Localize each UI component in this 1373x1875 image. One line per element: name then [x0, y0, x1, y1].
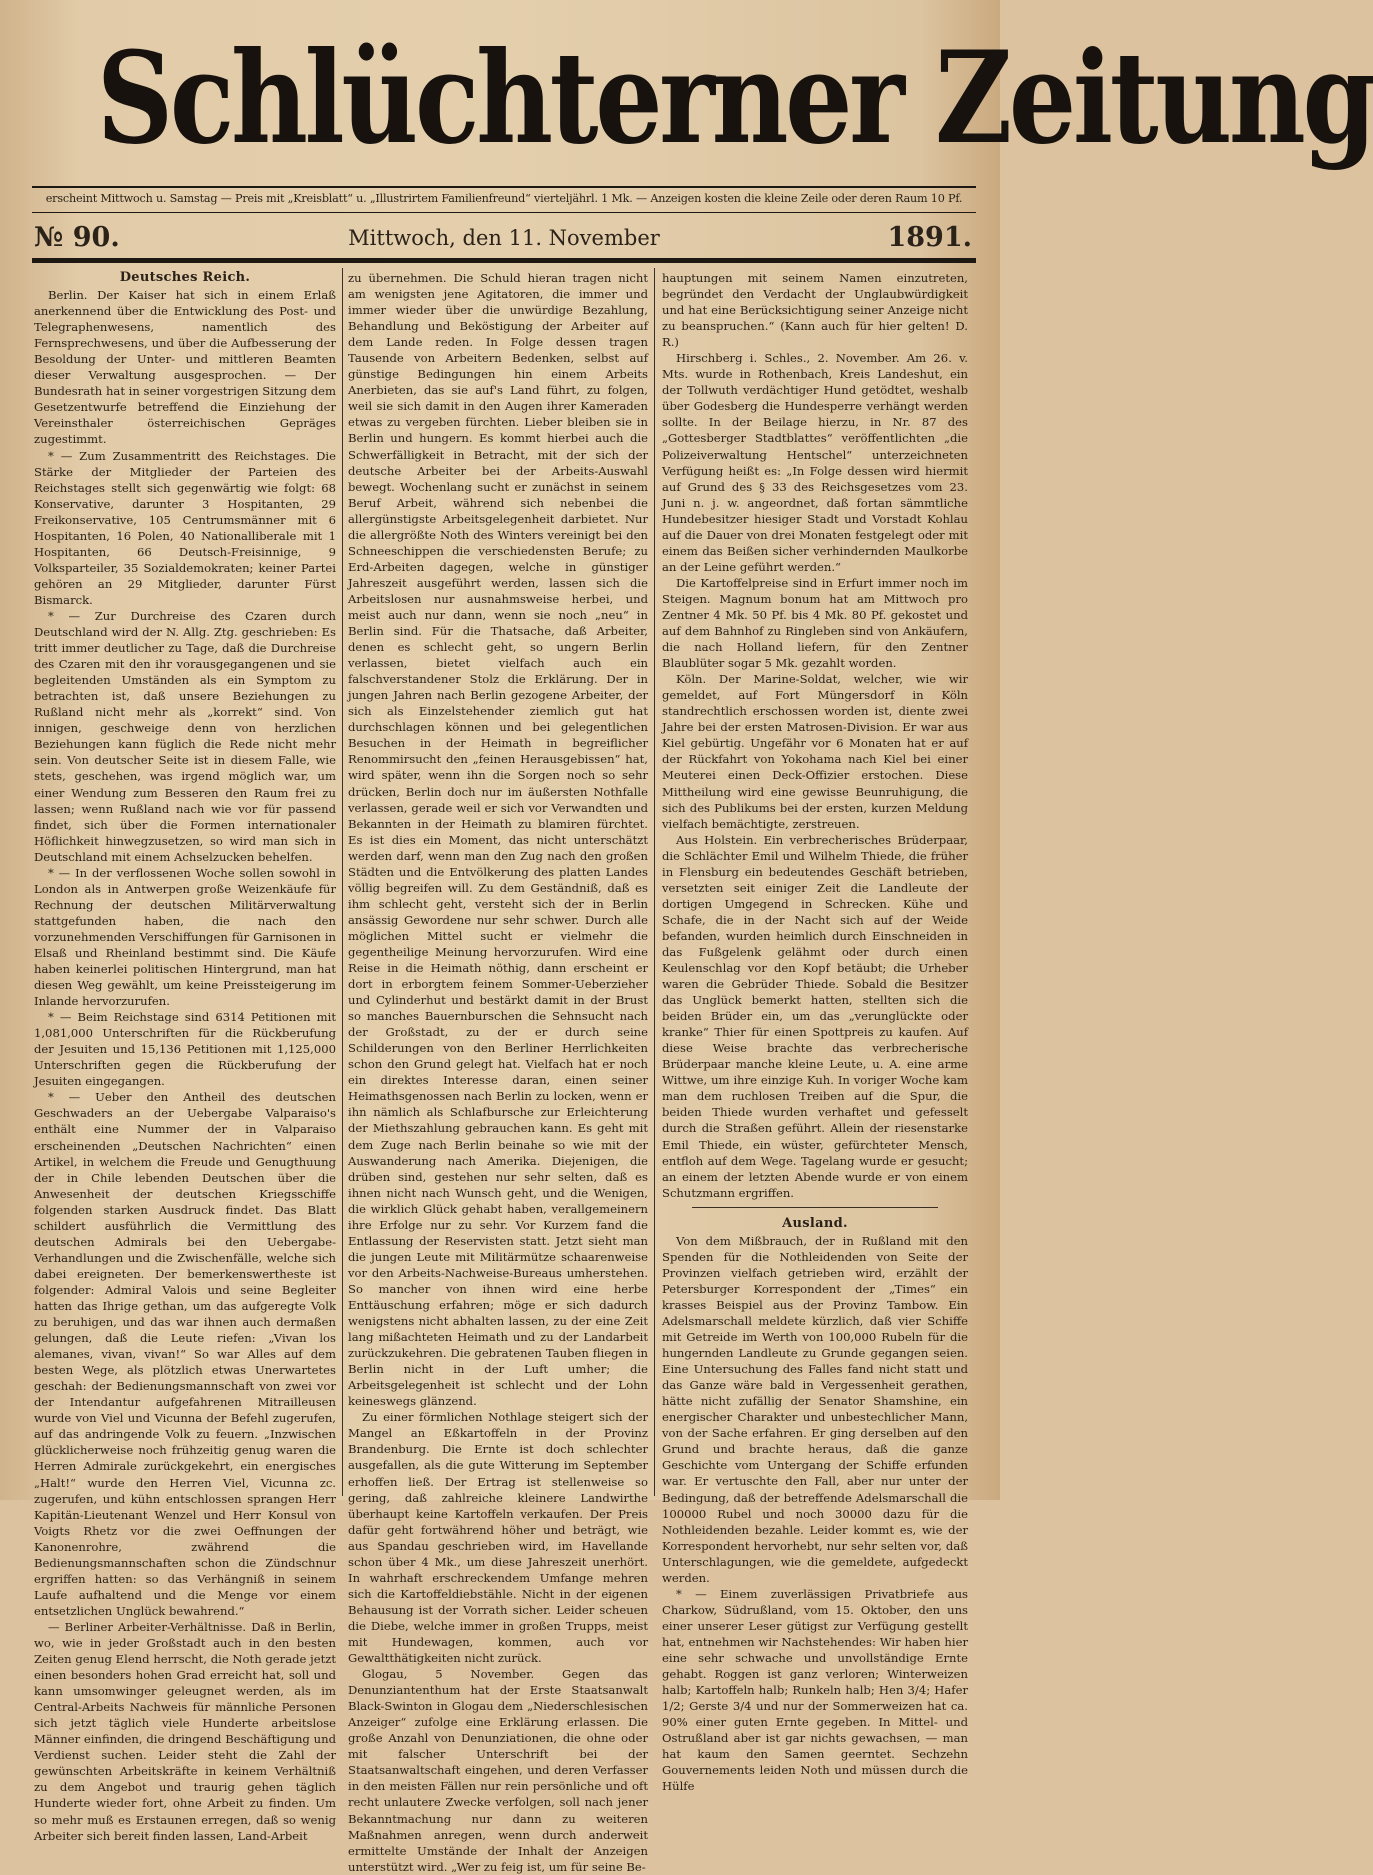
column-1	[34, 270, 336, 1843]
article-paragraph: Von dem Mißbrauch, der in Rußland mit den Spenden für die Nothleidenden von Seite der Provinzen vielfach getrieben wird, erzählt der Petersburger Korrespondent der „Times“ ein krasses Beispiel aus der Provinz Tambow. Ein Adelsmarschall meldete kürzlich, daß vier Schiffe mit Getreide im Werth von 100,000 Rubeln für die hungernden Landleute zu Grunde gegangen seien. Eine Untersuchung des Falles fand nicht statt und das Ganze wäre bald in Vergessenheit gerathen, hätte nicht zufällig der Senator Shamshine, ein energischer Charakter und unbestechlicher Mann, von der Sache erfahren. Er ging derselben auf den Grund und brachte heraus, daß die ganze Geschichte vom Untergang der Schiffe erfunden war. Er vertuschte den Fall, aber nur unter der Bedingung, daß der betreffende Adelsmarschall die 100000 Rubel und noch 30000 dazu für die Nothleidenden bezahle. Leider kommt es, wie der Korrespondent hervorhebt, nur sehr selten vor, daß Unterschlagungen, wie die gemeldete, aufgedeckt werden.	[662, 1233, 968, 1585]
newspaper-masthead: Schlüchterner Zeitung	[96, 24, 1373, 172]
article-paragraph: zu übernehmen. Die Schuld hieran tragen nicht am wenigsten jene Agitatoren, die immer und immer wieder über die unwürdige Bezahlung, Behandlung und Beköstigung der Arbeiter auf dem Lande reden. In Folge dessen tragen Tausende von Arbeitern Bedenken, selbst auf günstige Bedingungen hin einem Arbeits Anerbieten, das sie auf's Land führt, zu folgen, weil sie sich damit in den Augen ihrer Kameraden etwas zu vergeben fürchten. Lieber bleiben sie in Berlin und hungern. Es kommt hierbei auch die Schwerfälligkeit in Betracht, mit der sich der deutsche Arbeiter bei der Arbeits-Auswahl bewegt. Wochenlang sucht er zunächst in seinem Beruf Arbeit, während sich nebenbei die allergünstigste Arbeitsgelegenheit darbietet. Nur die allergrößte Noth des Winters vereinigt bei den Schneeschippen die verschiedensten Berufe; zu Erd-Arbeiten dagegen, welche in günstiger Jahreszeit ausgeführt werden, lassen sich die Arbeitslosen nur ausnahmsweise herbei, und meist auch nur dann, wenn sie noch „neu“ in Berlin sind. Für die Thatsache, daß Arbeiter, denen es schlecht geht, so ungern Berlin verlassen, bietet vielfach auch ein falschverstandener Stolz die Erklärung. Der in jungen Jahren nach Berlin gezogene Arbeiter, der sich als Einzelstehender ziemlich gut hat durchschlagen können und bei gelegentlichen Besuchen in der Heimath in begreiflicher Renommirsucht den „feinen Herausgebissen“ hat, wird später, wenn ihn die Sorgen noch so sehr drücken, Berlin doch nur im äußersten Nothfalle verlassen, gerade weil er sich vor Verwandten und Bekannten in der Heimath zu blamiren fürchtet. Es ist dies ein Moment, das nicht unterschätzt werden darf, wenn man den Zug nach den großen Städten und die Entvölkerung des platten Landes völlig begreifen will. Zu dem Geständniß, daß es ihm schlecht geht, versteht sich der in Berlin ansässig Gewordene nur sehr schwer. Durch alle möglichen Mittel sucht er vielmehr die gegentheilige Meinung hervorzurufen. Wird eine Reise in die Heimath nöthig, dann erscheint er dort in erborgtem feinem Sommer-Ueberzieher und Cylinderhut und bestärkt damit in der Brust so manches Bauernburschen die Sehnsucht nach der Großstadt, zu der er durch seine Schilderungen von den Berliner Herrlichkeiten schon den Grund gelegt hat. Vielfach hat er noch ein direktes Interesse daran, einen seiner Heimathsgenossen nach Berlin zu locken, wenn er ihn nämlich als Schlafbursche zur Erleichterung der Miethszahlung gebrauchen kann. Es geht mit dem Zuge nach Berlin beinahe so wie mit der Auswanderung nach Amerika. Diejenigen, die drüben sind, gestehen nur sehr selten, daß es ihnen nicht nach Wunsch geht, und die Wenigen, die wirklich Glück gehabt haben, verallgemeinern ihre Erfolge nur zu sehr. Vor Kurzem fand die Entlassung der Reservisten statt. Jetzt sieht man die jungen Leute mit Militärmütze schaarenweise vor den Arbeits-Nachweise-Bureaus umherstehen. So mancher von ihnen wird eine herbe Enttäuschung erfahren; möge er sich dadurch wenigstens nicht abhalten lassen, zu der eine Zeit lang mißachteten Heimath und zu der Landarbeit zurückzukehren. Die gebratenen Tauben fliegen in Berlin nicht in der Luft umher; die Arbeitsgelegenheit ist schlecht und der Lohn keineswegs glänzend.	[348, 271, 648, 1409]
issue-date: Mittwoch, den 11. November	[348, 226, 660, 250]
article-paragraph: * — Einem zuverlässigen Privatbriefe aus Charkow, Südrußland, vom 15. Oktober, den uns einer unserer Leser gütigst zur Verfügung gestellt hat, entnehmen wir Nachstehendes: Wir haben hier eine sehr schwache und unvollständige Ernte gehabt. Roggen ist ganz verloren; Winterweizen halb; Kartoffeln halb; Runkeln halb; Hen 3/4; Hafer 1/2; Gerste 3/4 und nur der Sommerweizen hat ca. 90% einer guten Ernte gegeben. In Mittel- und Ostrußland aber ist gar nichts gewachsen, — man hat kaum den Samen geerntet. Sechzehn Gouvernements leiden Noth und müssen durch die Hülfe	[662, 1586, 968, 1794]
article-paragraph: * — Zur Durchreise des Czaren durch Deutschland wird der N. Allg. Ztg. geschrieben: Es tritt immer deutlicher zu Tage, daß die Durchreise des Czaren mit den ihr vorausgegangenen und sie begleitenden Umständen als ein Symptom zu betrachten ist, daß unsere Beziehungen zu Rußland nicht mehr als „korrekt“ sind. Von innigen, geschweige denn von herzlichen Beziehungen kann füglich die Rede nicht mehr sein. Von deutscher Seite ist in diesem Falle, wie stets, geschehen, was irgend möglich war, um einer Wendung zum Besseren den Raum frei zu lassen; wenn Rußland nach wie vor für passend findet, sich über die Formen internationaler Höflichkeit hinwegzusetzen, so wird man sich in Deutschland mit einem Achselzucken behelfen.	[34, 608, 336, 864]
article-paragraph: Hirschberg i. Schles., 2. November. Am 26. v. Mts. wurde in Rothenbach, Kreis Landeshut, ein der Tollwuth verdächtiger Hund getödtet, weshalb über Godesberg die Hundesperre verhängt werden sollte. In der Beilage hierzu, in Nr. 87 des „Gottesberger Stadtblattes“ veröffentlichten „die Polizeiverwaltung Hentschel“ unterzeichneten Verfügung heißt es: „In Folge dessen wird hiermit auf Grund des § 33 des Reichsgesetzes vom 23. Juni n. j. w. angeordnet, daß fortan sämmtliche Hundebesitzer hiesiger Stadt und Vorstadt Kohlau auf die Dauer von drei Monaten festgelegt oder mit einem das Beißen sicher verhindernden Maulkorbe an der Leine geführt werden.“	[662, 351, 968, 574]
article-paragraph: Aus Holstein. Ein verbrecherisches Brüderpaar, die Schlächter Emil und Wilhelm Thiede, die früher in Flensburg ein bedeutendes Geschäft betrieben, versetzten seit einiger Zeit die Landleute der dortigen Umgegend in Schrecken. Kühe und Schafe, die in der Nacht sich auf der Weide befanden, wurden heimlich durch Einschneiden in das Fußgelenk gelähmt oder durch einen Keulenschlag vor den Kopf betäubt; die Urheber waren die Gebrüder Thiede. Sobald die Besitzer das Unglück bemerkt hatten, stellten sich die beiden Brüder ein, um das „verunglückte oder kranke“ Thier für einen Spottpreis zu kaufen. Auf diese Weise brachte das verbrecherische Brüderpaar manche kleine Leute, u. A. eine arme Wittwe, um ihre einzige Kuh. In voriger Woche kam man dem ruchlosen Treiben auf die Spur, die beiden Thiede wurden verhaftet und gefesselt durch die Straßen geführt. Allein der riesenstarke Emil Thiede, ein wüster, gefürchteter Mensch, entfloh auf dem Wege. Tagelang wurde er gesucht; an einem der letzten Abende wurde er von einem Schutzmann ergriffen.	[662, 832, 968, 1200]
article-paragraph: hauptungen mit seinem Namen einzutreten, begründet den Verdacht der Unglaubwürdigkeit und hat eine Berücksichtigung seiner Anzeige nicht zu beanspruchen.“ (Kann auch für hier gelten! D. R.)	[662, 271, 968, 350]
article-paragraph: * — Zum Zusammentritt des Reichstages. Die Stärke der Mitglieder der Parteien des Reichstages stellt sich gegenwärtig wie folgt: 68 Konservative, darunter 3 Hospitanten, 29 Freikonservative, 105 Centrumsmänner mit 6 Hospitanten, 16 Polen, 40 Nationalliberale mit 1 Hospitanten, 66 Deutsch-Freisinnige, 9 Volksparteiler, 35 Sozialdemokraten; keiner Partei gehören an 29 Mitglieder, darunter Fürst Bismarck.	[34, 448, 336, 607]
column-divider-2	[654, 268, 655, 1496]
column-divider-1	[342, 268, 343, 1496]
issue-rule-thick	[32, 258, 976, 263]
issue-year: 1891.	[887, 222, 972, 253]
article-paragraph: * — Ueber den Antheil des deutschen Geschwaders an der Uebergabe Valparaiso's enthält eine Nummer der in Valparaiso erscheinenden „Deutschen Nachrichten“ einen Artikel, in welchem die Freude und Genugthuung der in Chile lebenden Deutschen über die Anwesenheit der deutschen Kriegsschiffe folgenden starken Ausdruck findet. Das Blatt schildert ausführlich die Vermittlung des deutschen Admirals bei den Uebergabe-Verhandlungen und die Zwischenfälle, welche sich dabei ereigneten. Der bemerkenswertheste ist folgender: Admiral Valois und seine Begleiter hatten das Ihrige gethan, um das aufgeregte Volk zu beruhigen, und das war ihnen auch dermaßen gelungen, daß die Leute riefen: „Vivan los alemanes, vivan, vivan!“ So war Alles auf dem besten Wege, als plötzlich etwas Unerwartetes geschah: der Bedienungsmannschaft von zwei vor der Intendantur aufgefahrenen Mitrailleusen wurde von Viel und Vicunna der Befehl zugerufen, auf das andringende Volk zu feuern. „Inzwischen glücklicherweise noch frühzeitig genug waren die Herren Admirale zurückgekehrt, ein energisches „Halt!“ wurde den Herren Viel, Vicunna zc. zugerufen, und kühn entschlossen sprangen Herr Kapitän-Lieutenant Wenzel und Herr Konsul von Voigts Rhetz vor die zwei Oeffnungen der Kanonenrohre, zwährend die Bedienungsmannschaften schon die Zündschnur ergriffen hatten: so das Verhängniß in seinem Laufe aufhaltend und die Menge vor einem entsetzlichen Unglück bewahrend.“	[34, 1090, 336, 1618]
section-divider	[692, 1207, 938, 1208]
article-paragraph: * — In der verflossenen Woche sollen sowohl in London als in Antwerpen große Weizenkäufe für Rechnung der deutschen Militärverwaltung stattgefunden haben, die nach den vorzunehmenden Verschiffungen für Garnisonen in Elsaß und Rheinland bestimmt sind. Die Käufe haben keinerlei politischen Hintergrund, man hat diesen Weg gewählt, um keine Preissteigerung im Inlande hervorzurufen.	[34, 865, 336, 1009]
issue-line	[32, 222, 976, 256]
article-paragraph: Köln. Der Marine-Soldat, welcher, wie wir gemeldet, auf Fort Müngersdorf in Köln standrechtlich erschossen worden ist, diente zwei Jahre bei der ersten Matrosen-Division. Er war aus Kiel gebürtig. Ungefähr vor 6 Monaten hat er auf der Rückfahrt von Yokohama nach Kiel bei einer Meuterei einen Deck-Offizier erstochen. Diese Mittheilung wird eine gewisse Beunruhigung, die sich des Publikums bei der ersten, kurzen Meldung vielfach bemächtigte, zerstreuen.	[662, 672, 968, 831]
section-heading: Ausland.	[782, 1215, 848, 1231]
column-2	[348, 270, 648, 1874]
article-paragraph: Die Kartoffelpreise sind in Erfurt immer noch im Steigen. Magnum bonum hat am Mittwoch pro Zentner 4 Mk. 50 Pf. bis 4 Mk. 80 Pf. gekostet und auf dem Bahnhof zu Ringleben sind von Ankäufern, die nach Holland liefern, für den Zentner Blaublüter sogar 5 Mk. gezahlt worden.	[662, 575, 968, 671]
publication-tagline: erscheint Mittwoch u. Samstag — Preis mit „Kreisblatt“ u. „Illustrirtem Familienfreund“ vierteljährl. 1 Mk. — Anzeigen kosten die kleine Zeile oder deren Raum 10 Pf.	[45, 192, 963, 205]
issue-number: № 90.	[34, 222, 120, 253]
article-paragraph: Berlin. Der Kaiser hat sich in einem Erlaß anerkennend über die Entwicklung des Post- und Telegraphenwesens, namentlich des Fernsprechwesens, und über die Aufbesserung der Besoldung der Unter- und mittleren Beamten dieser Verwaltung ausgesprochen. — Der Bundesrath hat in seiner vorgestrigen Sitzung dem Gesetzentwurfe betreffend die Einziehung der Vereinsthaler österreichischen Gepräges zugestimmt.	[34, 288, 336, 447]
section-heading: Deutsches Reich.	[119, 270, 251, 285]
tagline-rule	[32, 212, 976, 213]
article-paragraph: Glogau, 5 November. Gegen das Denunziantenthum hat der Erste Staatsanwalt Black-Swinton in Glogau dem „Niederschlesischen Anzeiger“ zufolge eine Erklärung erlassen. Die große Anzahl von Denunziationen, die ohne oder mit falscher Unterschrift bei der Staatsanwaltschaft eingehen, und deren Verfasser in den meisten Fällen nur rein persönliche und oft recht unlautere Zwecke verfolgen, soll nach jener Bekanntmachung nur dann zu weiteren Maßnahmen anregen, wenn durch anderweit ermittelte Umstände der Inhalt der Anzeigen unterstützt wird. „Wer zu feig ist, um für seine Be-	[348, 1667, 648, 1874]
article-paragraph: — Berliner Arbeiter-Verhältnisse. Daß in Berlin, wo, wie in jeder Großstadt auch in den besten Zeiten genug Elend herrscht, die Noth gerade jetzt einen besonders hohen Grad erreicht hat, soll und kann umsomwinger geleugnet werden, als im Central-Arbeits Nachweis für männliche Personen sich jetzt täglich viele Hunderte arbeitslose Männer einfinden, die dringend Beschäftigung und Verdienst suchen. Leider steht die Zahl der gewünschten Arbeitskräfte in keinem Verhältniß zu dem Angebot und traurig gehen täglich Hunderte wieder fort, ohne Arbeit zu finden. Um so mehr muß es Erstaunen erregen, daß so wenig Arbeiter sich bereit finden lassen, Land-Arbeit	[34, 1619, 336, 1843]
column-3	[662, 270, 968, 1794]
article-paragraph: * — Beim Reichstage sind 6314 Petitionen mit 1,081,000 Unterschriften für die Rückberufung der Jesuiten und 15,136 Petitionen mit 1,125,000 Unterschriften gegen die Rückberufung der Jesuiten eingegangen.	[34, 1010, 336, 1089]
article-paragraph: Zu einer förmlichen Nothlage steigert sich der Mangel an Eßkartoffeln in der Provinz Brandenburg. Die Ernte ist doch schlechter ausgefallen, als die gute Witterung im September erhoffen ließ. Der Ertrag ist stellenweise so gering, daß zahlreiche kleinere Landwirthe überhaupt keine Kartoffeln verkaufen. Der Preis dafür geht fortwährend höher und beträgt, wie aus Spandau geschrieben wird, im Havellande schon über 4 Mk., um diese Jahreszeit unerhört. In wahrhaft erschreckendem Umfange mehren sich die Kartoffeldiebstähle. Nicht in der eigenen Behausung ist der Vorrath sicher. Leider scheuen die Diebe, welche immer in großen Trupps, meist mit Hundewagen, kommen, auch vor Gewaltthätigkeiten nicht zurück.	[348, 1410, 648, 1666]
masthead-rule-top	[32, 186, 976, 188]
